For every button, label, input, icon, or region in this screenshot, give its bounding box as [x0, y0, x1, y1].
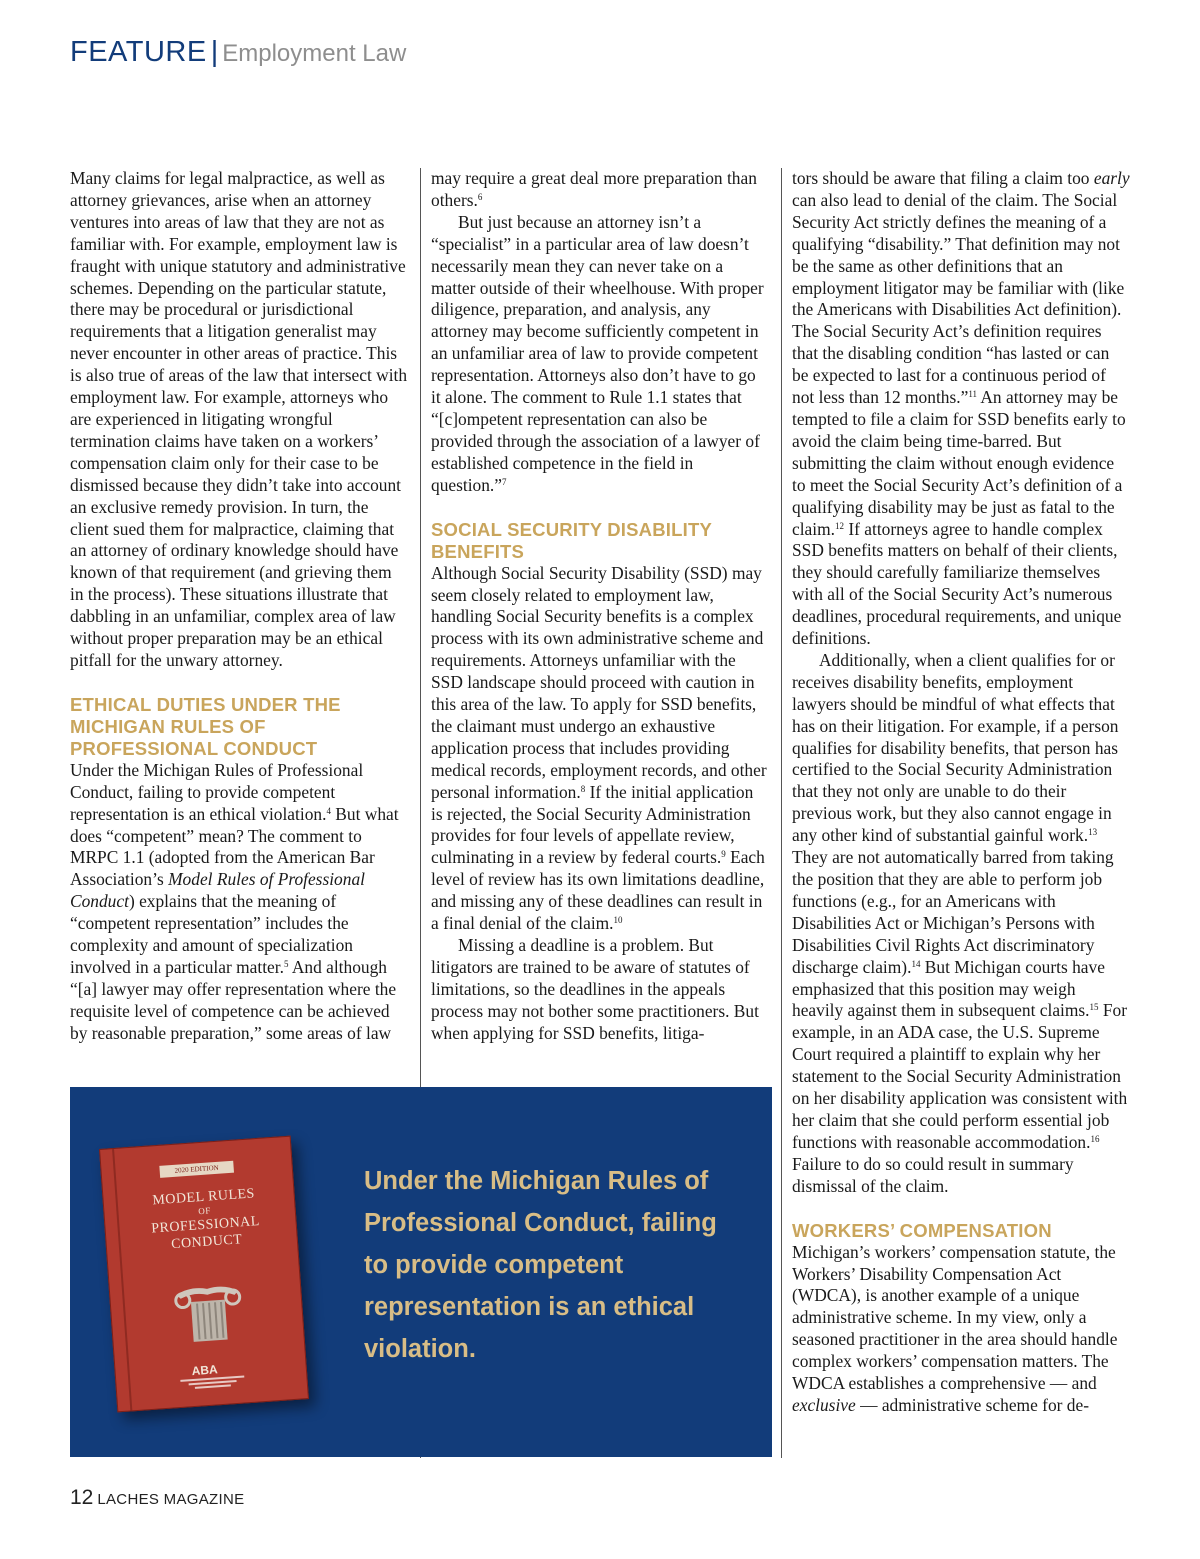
section-label: Employment Law [222, 40, 407, 67]
page-number: 12 [70, 1486, 94, 1509]
model-rules-book-image [99, 1136, 309, 1413]
publisher-lines [176, 1374, 249, 1391]
column-2 [431, 168, 769, 1045]
footnote-ref: 5 [283, 959, 289, 969]
column-icon [170, 1280, 248, 1347]
col2-paragraph-1: may require a great deal more preparation than others.$^6$ [431, 168, 757, 210]
heading-ssd-benefits: SOCIAL SECURITY DISABILITY BENEFITS [431, 518, 712, 562]
footnote-ref: 7 [502, 476, 507, 487]
col2-paragraph-3: Although Social Security Disability (SSD) may seem closely related to employment law, handling Social Security benefits is a complex process with its own administrative scheme and requirements. Attorneys unfamiliar with the SSD landscape should proceed with caution in this area of the law. To apply for SSD benefits, the claimant must undergo an exhaustive application process that includes providing medical records, employment records, and other personal information.$^8$ If the initial application is rejected, the Social Security Administration provides for four levels of appellate review, culminating in a review by federal courts.$^9$ Each level of review has its own limitations deadline, and missing any of these deadlines can result in a final denial of the claim.$^{10}$ [431, 562, 767, 934]
column-1 [70, 168, 408, 1045]
footnote-ref: 6 [477, 191, 483, 202]
magazine-name: LACHES MAGAZINE [97, 1491, 245, 1508]
footnote-ref: 12 [834, 520, 844, 531]
column-3 [792, 168, 1130, 1417]
footnote-ref: 11 [968, 389, 977, 400]
heading-workers-compensation: WORKERS’ COMPENSATION [792, 1219, 1052, 1241]
footnote-ref: 14 [911, 958, 921, 969]
footnote-ref: 4 [326, 805, 331, 816]
book-title: MODEL RULES OF PROFESSIONAL CONDUCT [150, 1186, 261, 1253]
footnote-ref: 15 [1089, 1002, 1099, 1013]
page-header [70, 36, 406, 69]
col1-paragraph-2: Under the Michigan Rules of Professional Conduct, failing to provide competent representation is an ethical violation.$^4$ But what does “competent” mean? The comment to MRPC 1.1 (adopted from the American Bar Association’s Model Rules of Professional Conduct) explains that the meaning of “competent representation” includes the complexity and amount of specialization involved in a particular matter.$^5$ And although “[a] lawyer may offer representation where the requisite level of competence can be achieved by reasonable preparation,” some areas of law [70, 759, 399, 1043]
footnote-ref: 16 [1090, 1133, 1100, 1144]
column-divider [781, 168, 782, 1458]
col3-paragraph-3: Michigan’s workers’ compensation statute, the Workers’ Disability Compensation Act (WDCA), is another example of a unique administrative scheme. In my view, only a seasoned practitioner in the area should handle complex workers’ compensation matters. The WDCA establishes a comprehensive — and exclusive — administrative scheme for de- [792, 1241, 1118, 1415]
header-separator: | [210, 36, 219, 68]
col2-paragraph-4: Missing a deadline is a problem. But litigators are trained to be aware of statutes of limitations, so the deadlines in the appeals process may not bother some practitioners. But when applying for SSD benefits, litiga- [431, 935, 759, 1043]
book-edition-band: 2020 EDITION [159, 1161, 234, 1178]
feature-label: FEATURE [70, 36, 207, 68]
footnote-ref: 9 [721, 849, 726, 860]
aba-logo: ABA [191, 1362, 219, 1379]
page-footer [70, 1486, 244, 1510]
heading-ethical-duties: ETHICAL DUTIES UNDER THE MICHIGAN RULES OF PROFESSIONAL CONDUCT [70, 693, 341, 759]
footnote-ref: 10 [613, 915, 623, 926]
col3-paragraph-2: Additionally, when a client qualifies for or receives disability benefits, employment lawyers should be mindful of what effects that has on their litigation. For example, if a person qualifies for disability benefits, that person has certified to the Social Security Administration that they not only are unable to do their previous work, but they also cannot engage in any other kind of substantial gainful work.$^{13}$ They are not automatically barred from taking the position that they are able to perform job functions (e.g., for an Americans with Disabilities Act or Michigan’s Persons with Disabilities Civil Rights Act discriminatory discharge claim).$^{14}$ But Michigan courts have emphasized that this position may weigh heavily against them in subsequent claims.$^{15}$ For example, in an ADA case, the U.S. Supreme Court required a plaintiff to explain why her statement to the Social Security Administration on her disability application was consistent with her claim that she could perform essential job functions with reasonable accommodation.$^{16}$ Failure to do so could result in summary dismissal of the claim. [792, 649, 1128, 1196]
pull-quote-box [70, 1087, 772, 1457]
col2-paragraph-2: But just because an attorney isn’t a “specialist” in a particular area of law doesn’t necessarily mean they can never take on a matter outside of their wheelhouse. With proper diligence, preparation, and analysis, any attorney may become sufficiently competent in an unfamiliar area of law to provide competent representation. Attorneys also don’t have to go it alone. The comment to Rule 1.1 states that “[c]ompetent representation can also be provided through the association of a lawyer of established competence in the field in question.”$^7$ [431, 211, 764, 495]
col3-paragraph-1: tors should be aware that filing a claim too early can also lead to denial of the claim. The Social Security Act strictly defines the meaning of a qualifying “disability.” That definition may not be the same as other definitions that an employment litigator may be familiar with (like the Americans with Disabilities Act definition). The Social Security Act’s definition requires that the disabling condition “has lasted or can be expected to last for a continuous period of not less than 12 months.”$^{11}$ An attorney may be tempted to file a claim for SSD benefits early to avoid the claim being time-barred. But submitting the claim without enough evidence to meet the Social Security Act’s definition of a qualifying disability may be just as fatal to the claim.$^{12}$ If attorneys agree to handle complex SSD benefits matters on behalf of their clients, they should carefully familiarize themselves with all of the Social Security Act’s numerous deadlines, procedural requirements, and unique definitions. [792, 168, 1130, 649]
pull-quote-text: Under the Michigan Rules of Professional Conduct, failing to provide competent representation is an ethical violation. [364, 1167, 717, 1363]
col1-paragraph-1: Many claims for legal malpractice, as well as attorney grievances, arise when an attorney ventures into areas of law that they are not as familiar with. For example, employment law is fraught with unique statutory and administrative schemes. Depending on the particular statute, there may be procedural or jurisdictional requirements that a litigation generalist may never encounter in other areas of practice. This is also true of areas of the law that intersect with employment law. For example, attorneys who are experienced in litigating wrongful termination claims have taken on a workers’ compensation claim only for their case to be dismissed because they didn’t take into account an exclusive remedy provision. In turn, the client sued them for malpractice, claiming that an attorney of ordinary knowledge should have known of that requirement (and grieving them in the process). These situations illustrate that dabbling in an unfamiliar, complex area of law without proper preparation may be an ethical pitfall for the unwary attorney. [70, 168, 408, 670]
footnote-ref: 13 [1088, 827, 1098, 838]
footnote-ref: 8 [580, 783, 586, 794]
